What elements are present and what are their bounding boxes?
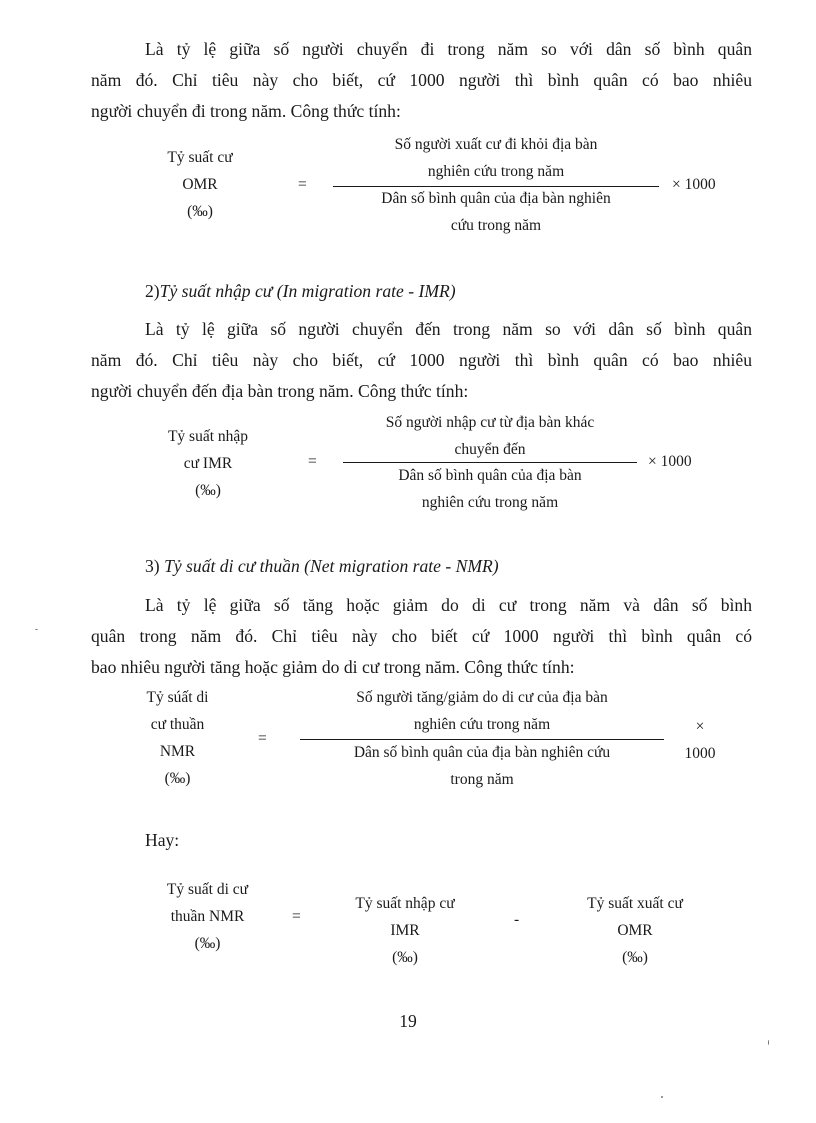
formula-left xyxy=(140,876,275,957)
label-line: cư thuần xyxy=(150,716,205,733)
label-line: Tỷ suất cư xyxy=(167,149,233,166)
denominator xyxy=(300,739,664,793)
heading-number: 3) xyxy=(145,556,160,576)
text-line: Là tỷ lệ giữa số người chuyển đến trong năm so với dân số bình quân xyxy=(145,319,752,339)
left-line: thuần NMR xyxy=(170,908,245,925)
section-heading-nmr xyxy=(145,556,499,577)
denominator-line: nghiên cứu trong năm xyxy=(421,494,559,511)
scan-speck xyxy=(768,1040,769,1045)
scan-speck xyxy=(661,1096,663,1098)
text-line: người chuyển đến địa bàn trong năm. Công thức tính: xyxy=(91,381,469,401)
left-line: Tỷ suất di cư xyxy=(166,881,249,898)
formula-label xyxy=(148,423,268,504)
hay-label: Hay: xyxy=(145,830,180,850)
label-line: (‰) xyxy=(187,203,213,220)
denominator-line: Dân số bình quân của địa bàn nghiên xyxy=(381,190,611,207)
heading-text: Tỷ suất di cư thuần (Net migration rate - NMR) xyxy=(164,556,499,576)
numerator xyxy=(343,409,637,463)
numerator-line: Số người tăng/giảm do di cư của địa bàn xyxy=(356,689,608,706)
text-line: Là tỷ lệ giữa số người chuyển đi trong năm so với dân số bình quân xyxy=(145,39,752,59)
numerator-line: nghiên cứu trong năm xyxy=(413,716,551,733)
text-line: Là tỷ lệ giữa số tăng hoặc giảm do di cư trong năm và dân số bình xyxy=(145,595,752,615)
minus-sign: - xyxy=(514,911,520,928)
term-line: (‰) xyxy=(622,949,648,966)
paragraph-outmigration xyxy=(91,34,752,127)
label-line: (‰) xyxy=(164,770,191,787)
page-number: 19 xyxy=(399,1011,417,1031)
denominator xyxy=(343,462,637,516)
multiplier xyxy=(670,713,730,767)
term-line: (‰) xyxy=(392,949,418,966)
heading-number: 2) xyxy=(145,281,160,301)
denominator-line: trong năm xyxy=(450,771,514,788)
numerator xyxy=(333,131,659,185)
term-omr xyxy=(560,890,710,971)
denominator-line: Dân số bình quân của địa bàn nghiên cứu xyxy=(353,744,611,761)
numerator xyxy=(300,684,664,738)
term-line: Tỷ suất xuất cư xyxy=(587,895,683,912)
text-line: năm đó. Chỉ tiêu này cho biết, cứ 1000 người thì bình quân có bao nhiêu xyxy=(91,350,752,370)
section-heading-imr xyxy=(145,281,456,302)
label-line: Tỷ suất nhập xyxy=(167,428,249,445)
denominator xyxy=(333,185,659,239)
formula-label xyxy=(120,684,235,792)
term-line: IMR xyxy=(390,922,420,939)
label-line: (‰) xyxy=(195,482,221,499)
term-line: Tỷ suất nhập cư xyxy=(355,895,455,912)
label-line: OMR xyxy=(182,176,218,193)
numerator-line: Số người nhập cư từ địa bàn khác xyxy=(385,414,595,431)
equals-sign: = xyxy=(308,453,317,470)
paragraph-inmigration xyxy=(91,314,752,407)
label-line: Tỷ súất di xyxy=(146,689,209,706)
numerator-line: Số người xuất cư đi khỏi địa bàn xyxy=(394,136,598,153)
left-line: (‰) xyxy=(194,935,221,952)
heading-text: Tỷ suất nhập cư (In migration rate - IMR) xyxy=(159,281,456,301)
scan-speck xyxy=(35,629,38,630)
equals-sign: = xyxy=(258,730,267,747)
multiplier: × 1000 xyxy=(648,453,692,470)
multiplier-sign: × xyxy=(695,718,705,735)
numerator-line: chuyển đến xyxy=(454,441,526,458)
formula-label xyxy=(140,144,260,225)
text-line: bao nhiêu người tăng hoặc giảm do di cư trong năm. Công thức tính: xyxy=(91,657,575,677)
text-line: năm đó. Chỉ tiêu này cho biết, cứ 1000 người thì bình quân có bao nhiêu xyxy=(91,70,752,90)
label-line: cư IMR xyxy=(183,455,233,472)
label-line: NMR xyxy=(159,743,196,760)
equals-sign: = xyxy=(292,908,301,925)
term-line: OMR xyxy=(617,922,653,939)
multiplier-value: 1000 xyxy=(684,745,716,762)
numerator-line: nghiên cứu trong năm xyxy=(427,163,565,180)
denominator-line: Dân số bình quân của địa bàn xyxy=(398,467,582,484)
denominator-line: cứu trong năm xyxy=(450,217,542,234)
equals-sign: = xyxy=(298,176,307,193)
paragraph-netmigration xyxy=(91,590,752,683)
text-line: người chuyển đi trong năm. Công thức tính: xyxy=(91,101,401,121)
multiplier: × 1000 xyxy=(672,176,716,193)
text-line: quân trong năm đó. Chỉ tiêu này cho biết cứ 1000 người thì bình quân có xyxy=(91,626,752,646)
term-imr xyxy=(330,890,480,971)
